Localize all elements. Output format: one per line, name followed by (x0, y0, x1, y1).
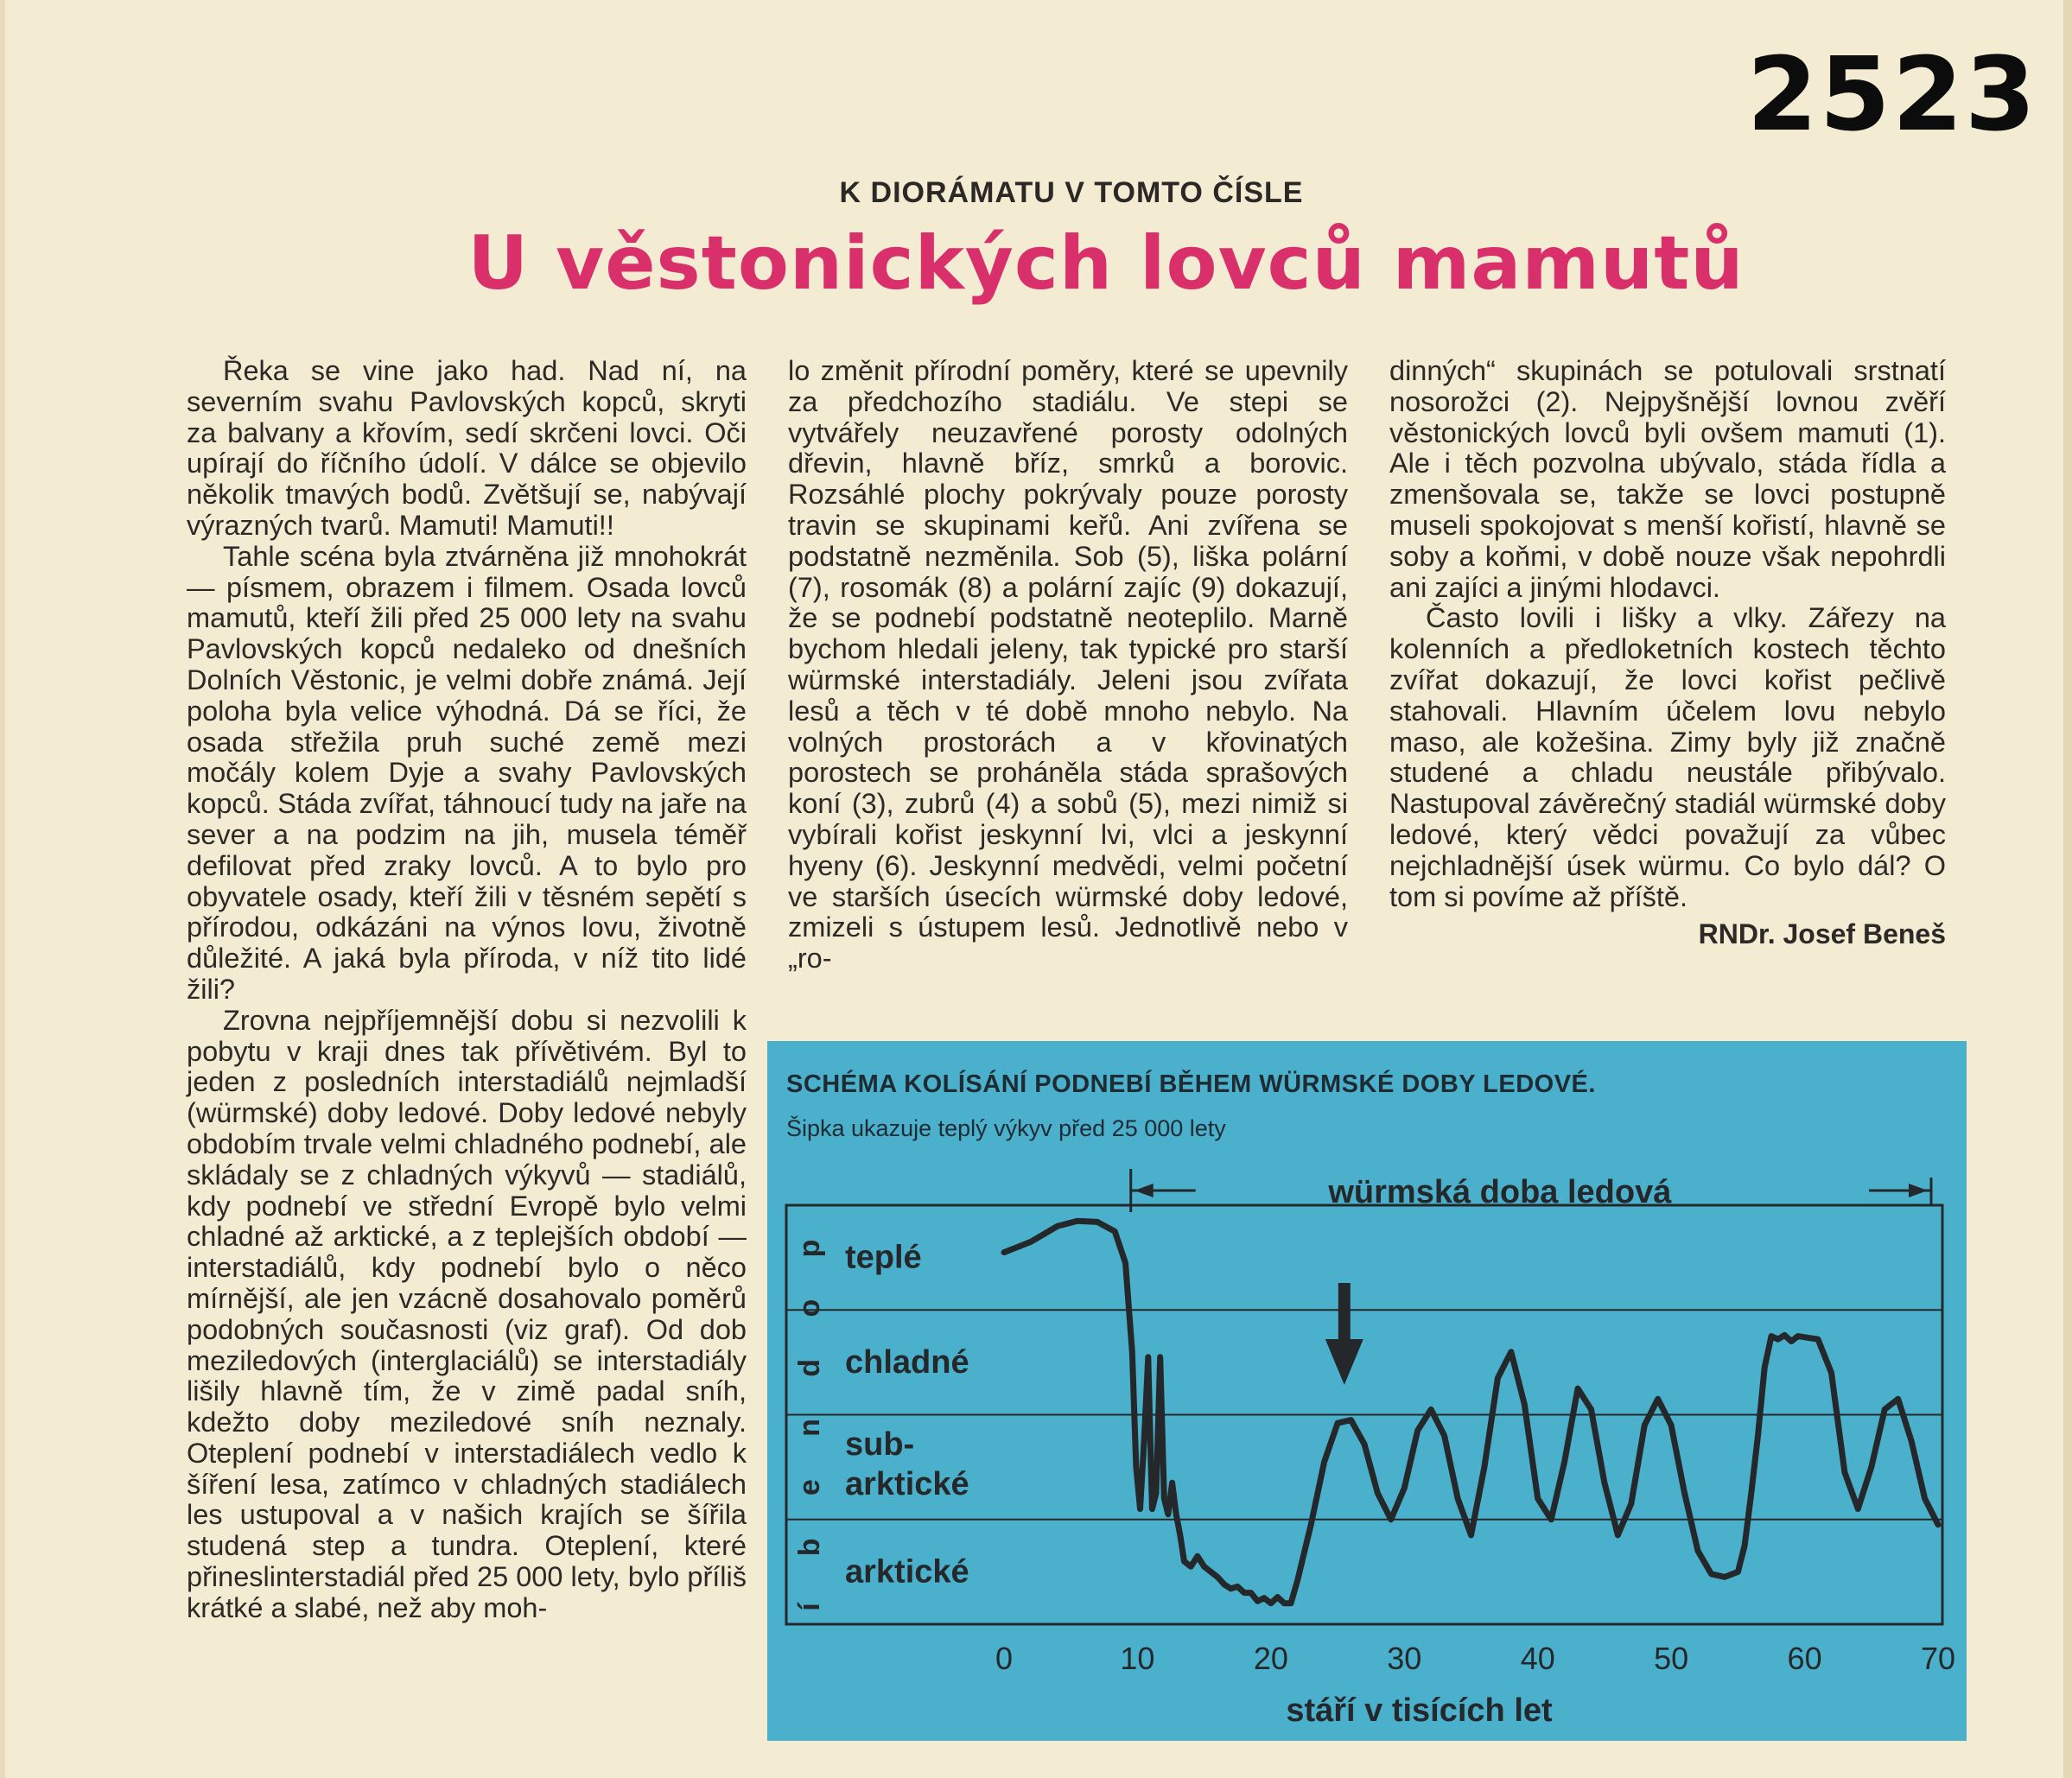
text-column-1 (187, 356, 747, 1624)
paragraph: Tahle scéna byla ztvárněna již mnohokrát — písmem, obrazem i filmem. Osada lovců mamutů, kteří žili před 25 000 lety na svahu Pavlovských kopců nedaleko od dnešních Dolních Věstonic, je velmi dobře známá. Její poloha byla velice výhodná. Dá se říci, že osada střežila pruh suché země mezi močály kolem Dyje a svahy Pavlovských kopců. Stáda zvířat, táhnoucí tudy na jaře na sever a na podzim na jih, musela téměř defilovat před zraky lovců. A to bylo pro obyvatele osady, kteří žili v těsném sepětí s přírodou, odkázáni na výnos lovu, životně důležité. A jaká byla příroda, v níž tito lidé žili? (187, 540, 747, 1005)
warm-event-arrow-shaft (1338, 1283, 1351, 1342)
x-tick-label: 20 (1253, 1641, 1288, 1676)
y-category-label: arktické (845, 1553, 969, 1591)
y-category-label: chladné (845, 1343, 969, 1381)
x-axis-label: stáří v tisících let (1286, 1692, 1553, 1729)
y-axis-label-letter: o (793, 1299, 826, 1318)
page-number: 2523 (1746, 35, 2037, 154)
text-column-2 (788, 356, 1348, 975)
text-column-3 (1389, 356, 1946, 950)
paragraph: dinných“ skupinách se potulovali srstnatí nosorožci (2). Nejpyšnější lovnou zvěří věstonických lovců byli ovšem mamuti (1). Ale i těch pozvolna ubývalo, stáda řídla a zmenšovala se, takže se lovci postupně museli spokojovat s menší kořistí, hlavně se soby a koňmi, v době nouze však nepohrdli ani zajíci a jinými hlodavci. (1389, 355, 1946, 603)
paragraph: Zrovna nejpříjemnější dobu si nezvolili k pobytu v kraji dnes tak přívětivém. Byl to jeden z posledních interstadiálů nejmladší (würmské) doby ledové. Doby ledové nebyly obdobím trvale velmi chladného podnebí, ale skládaly se z chladných výkyvů — stadiálů, kdy podnebí ve střední Evropě bylo velmi chladné až arktické, a z teplejších období — interstadiálů, kdy podnebí bylo o něco mírnější, ale jen vzácně dosahovalo poměrů podobných současnosti (viz graf). Od dob meziledových (interglaciálů) se interstadiály lišily hlavně tím, že v zimě padal sníh, kdežto doby meziledové sníh neznaly. Oteplení podnebí v interstadiálech vedlo k šíření lesa, zatímco v chladných stadiálech les ustupoval a v našich krajích se šířila studená step a tundra. Oteplení, které přineslinterstadiál před 25 000 lety, bylo příliš krátké a slabé, než aby moh- (187, 1004, 747, 1623)
y-axis-label-letter: n (793, 1419, 826, 1437)
x-tick-label: 40 (1520, 1641, 1555, 1676)
period-arrowhead-right (1909, 1184, 1928, 1197)
y-axis-label-letter: p (793, 1239, 826, 1258)
climate-chart (767, 1041, 1967, 1741)
y-category-label: teplé (845, 1239, 922, 1276)
paragraph: Často lovili i lišky a vlky. Zářezy na kolenních a předloketních kostech těchto zvířat dokazují, že lovci kořist pečlivě stahovali. Hlavním účelem lovu nebylo maso, ale kožešina. Zimy byly již značně studené a chladu neustále přibývalo. Nastupoval závěrečný stadiál würmské doby ledové, který vědci považují za vůbec nejchladnější úsek würmu. Co bylo dál? O tom si povíme až příště. (1389, 602, 1946, 912)
warm-event-arrow-head (1325, 1339, 1363, 1385)
climate-curve (1004, 1221, 1938, 1603)
article-author: RNDr. Josef Beneš (1698, 918, 1946, 950)
article-headline: U věstonických lovců mamutů (467, 220, 1745, 307)
y-axis-label-letter: d (793, 1358, 826, 1377)
x-tick-label: 30 (1387, 1641, 1422, 1676)
paragraph: Řeka se vine jako had. Nad ní, na severním svahu Pavlovských kopců, skryti za balvany a křovím, sedí skrčeni lovci. Oči upírají do říčního údolí. V dálce se objevilo několik tmavých bodů. Zvětšují se, nabývají výrazných tvarů. Mamuti! Mamuti!! (187, 355, 747, 541)
y-axis-label-letter: e (793, 1479, 826, 1496)
chart-subtitle: Šipka ukazuje teplý výkyv před 25 000 lety (786, 1115, 1226, 1141)
period-arrowhead-left (1135, 1184, 1154, 1197)
period-label: würmská doba ledová (1328, 1174, 1672, 1210)
y-category-label: sub-arktické (845, 1426, 969, 1503)
article-kicker: K DIORÁMATU V TOMTO ČÍSLE (839, 176, 1304, 209)
paragraph: lo změnit přírodní poměry, které se upevnily za předchozího stadiálu. Ve stepi se vytvářely neuzavřené porosty odolných dřevin, hlavně bříz, smrků a borovic. Rozsáhlé plochy pokrývaly pouze porosty travin se skupinami keřů. Ani zvířena se podstatně nezměnila. Sob (5), liška polární (7), rosomák (8) a polární zajíc (9) dokazují, že se podnebí podstatně neoteplilo. Marně bychom hledali jeleny, tak typické pro starší würmské interstadiály. Jeleni jsou zvířata lesů a těch v té době mnoho nebylo. Na volných prostorách a v křovinatých porostech se proháněla stáda sprašových koní (3), zubrů (4) a sobů (5), mezi nimiž si vybírali kořist jeskynní lvi, vlci a jeskynní hyeny (6). Jeskynní medvědi, velmi početní ve starších úsecích würmské doby ledové, zmizeli s ústupem lesů. Jednotlivě nebo v „ro- (788, 355, 1348, 975)
x-tick-label: 50 (1654, 1641, 1689, 1676)
x-tick-label: 10 (1120, 1641, 1155, 1676)
x-tick-label: 60 (1787, 1641, 1822, 1676)
y-axis-label-letter: í (793, 1603, 826, 1611)
y-axis-label-letter: b (793, 1538, 826, 1557)
climate-chart-svg (767, 1041, 1967, 1741)
chart-title: SCHÉMA KOLÍSÁNÍ PODNEBÍ BĚHEM WÜRMSKÉ DOBY LEDOVÉ. (786, 1070, 1596, 1098)
x-tick-label: 70 (1920, 1641, 1956, 1676)
x-tick-label: 0 (995, 1641, 1014, 1676)
